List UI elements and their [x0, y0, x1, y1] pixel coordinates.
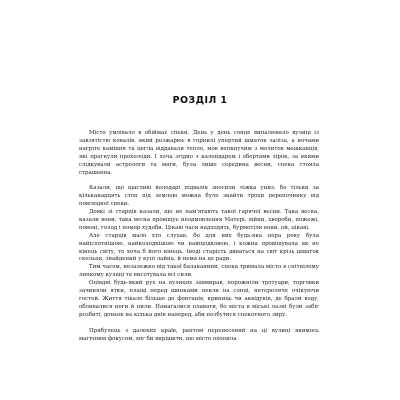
- paragraph-4: Але старців мало хто слухав, бо для них будь-яка пора року була найіспотнішою, найколоднішою чи найщодковою, і кожна провіщувала як не кінець світу, то хоча б його кінець. Іноді старість диваться на світ крізь шматок скельця, знайдений у купі лайна, й нема на це ради.: [79, 232, 319, 263]
- paragraph-2: Казали, що щасливі володарі підвалів зносили ліжка униз, бо тільки за кільканадцять стоп під землею можна було знайти трохи перепочинку від повсюдної спеки.: [79, 185, 319, 208]
- chapter-body: [79, 130, 319, 343]
- chapter-title: РОЗДІЛ 1: [172, 95, 228, 106]
- paragraph-1: Місто умлівало в обіймах спеки. День у день сонце випалювало вулиці із завзятістю ковалів, який розжарює в горнилі упертий шматок заліза, а ночами нагріте каміння та цегла віддавали тепло, мов вепкнучим з молитов мешканців, які прагнули прохолоди. І хоча згідно з календарем і обертами зірок, за якими слідкували астрологи та маги, була лише середина весни, спека стояла страшенна.: [79, 130, 319, 176]
- paragraph-3: Довкі зі старців казали, що не пам'ятають такої гарячої весни. Така весна, казали вони, така весна провіщує неодмовлення Матері, війни, хвороби, пожежі, повені, голод і помор худоби. Цікаві часи надходять, бурмотіли вони, ой, цікаві.: [79, 209, 319, 231]
- paragraph-5: Тим часом, незалежно від такої балаканини, спека тримала місто в спітнілому липкому кулаці та висотувала всі сили.: [79, 264, 319, 279]
- paragraph-6: Опівдні будь-який рух на вулицях завмирав, порожніли тротуари, торговки зачиняли ятки, плащі перед шинками пекли на сонці, нетерпляче очікуючи гостей. Життя тікало більше до фонтанів, криниць чи аквідуків, де брали воду, обливалися ноги й пили. Намагалися плавати, бо міста в міські лазні були забіг розбиті, доньок на кілька днів наперед, аби позбутися спекотного зиру.: [79, 280, 319, 318]
- paragraph-7: Прибулець з далеких країв, раптом перенесений на ці вулиці якимось магічним фокусом, міг би вирішити, що місто охопила: [79, 327, 319, 342]
